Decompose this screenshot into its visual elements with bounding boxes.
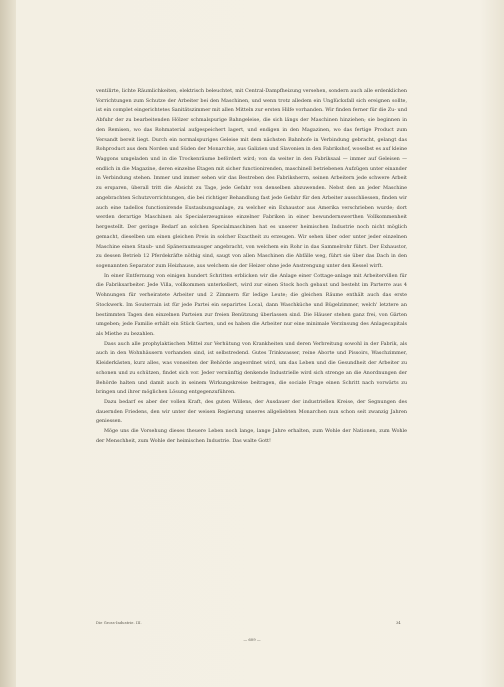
paragraph: Möge uns die Vorsehung dieses theuere Leben noch lange, lange Jahre erhalten, zum Wohle der Nationen, zum Wohle der Menschheit, zum Wohle der heimischen Industrie. Das walte Gott! [96,428,407,444]
footer-signature: Die Gross-Industrie. III. [96,621,142,625]
paragraph: ventilirte, lichte Räumlichkeiten, elektrisch beleuchtet, mit Central-Dampfheizung versehen, sondern auch alle erdenklichen Vorrichtungen zum Schutze der Arbeiter bei den Maschinen, und wenn trotz alledem ein Unglücksfall sich ereignen sollte, ist ein complet eingerichtetes Sanitätszimmer mit allen Mitteln zur ersten Hilfe vorhanden. Wir finden ferner für die Zu- und Abfuhr der zu bearbeitenden Hölzer schmalspurige Bahngeleise, die sich längs der Maschinen hinziehen; sie beginnen in den Remisen, wo das Rohmaterial aufgespeichert lagert, und endigen in den Magazinen, wo das fertige Product zum Versandt bereit liegt. Durch ein normalspuriges Geleise mit dem nächsten Bahnhofe in Verbindung gebracht, gelangt das Rohproduct aus dem Norden und Süden der Monarchie, aus Galizien und Slavonien in den Fabrikshof, woselbst es auf kleine Waggons umgeladen und in die Trockenräume befördert wird; von da weiter in den Fabriksaal — immer auf Geleisen — endlich in die Magazine, deren einzelne Etagen mit sicher functionirenden, maschinell betriebenen Aufzügen unter einander in Verbindung stehen. Immer und immer sehen wir das Bestreben des Fabriksherrn, seinen Arbeitern jede schwere Arbeit zu ersparen, überall tritt die Absicht zu Tage, jede Gefahr von denselben abzuwenden. Nebst den an jeder Maschine angebrachten Schutzvorrichtungen, die bei richtiger Behandlung fast jede Gefahr für den Arbeiter ausschliessen, finden wir auch eine tadellos functionirende Exstaubungsanlage, zu welcher ein Exhaustor aus Amerika verschrieben wurde; dort werden derartige Maschinen als Specialerzeugnisse einzelner Fabriken in einer bewundernswerthen Vollkommenheit hergestellt. Der geringe Bedarf an solchen Specialmaschinen hat es unserer heimischen Industrie noch nicht möglich gemacht, dieselben um einen gleichen Preis in solcher Exactheit zu erzeugen. Wir sehen über oder unter jeder einzelnen Maschine einen Staub- und Späneraumsauger angebracht, von welchem ein Rohr in das Sammelrohr führt. Der Exhaustor, zu dessen Betrieb 12 Pferdekräfte nöthig sind, saugt von allen Maschinen die Abfälle weg, führt sie über das Dach in den sogenannten Separator zum Heizhause, aus welchem sie der Heizer ohne jede Anstrengung unter den Kessel wirft. [96,88,407,269]
page-binding-edge [0,0,16,687]
page-number: — 609 — [243,637,261,642]
paragraph: Dazu bedarf es aber der vollen Kraft, des guten Willens, der Ausdauer der industriellen Kreise, der Segnungen des dauernden Friedens, den wir unter der weisen Regierung unseres allgeliebten Monarchen nun schon seit zwanzig Jahren geniessen. [96,399,407,425]
paragraph: Dass auch alle prophylaktischen Mittel zur Verhütung von Krankheiten und deren Verbreitung sowohl in der Fabrik, als auch in den Wohnhäusern vorhanden sind, ist selbstredend. Gutes Trinkwasser, reine Aborte und Pissoirs, Waschzimmer, Kleiderkästen, kurz alles, was vonseiten der Behörde angeordnet wird, um das Leben und die Gesundheit der Arbeiter zu schonen und zu schützen, findet sich vor. Jeder vernünftig denkende Industrielle wird sich strenge an die Anordnungen der Behörde halten und damit auch in seinem Wirkungskreise beitragen, die sociale Frage einen Schritt nach vorwärts zu bringen und ihrer möglichen Lösung entgegenzuführen. [96,340,407,396]
paragraph: In einer Entfernung von einigen hundert Schritten erblicken wir die Anlage einer Cottage-anlage mit Arbeitervillen für die Fabriksarbeiter. Jede Villa, vollkommen unterkellert, wird zur einen Stock hoch gebaut und besteht im Parterre aus 4 Wohnungen für verheiratete Arbeiter und 2 Zimmern für ledige Leute; die gleichen Räume enthält auch das erste Stockwerk. Im Souterrain ist für jede Partei ein separirtes Local, dann Waschküche und Bügelzimmer, welch' letztere an bestimmten Tagen den einzelnen Parteien zur freien Benützung überlassen sind. Die Häuser stehen ganz frei, von Gärten umgeben; jede Familie erhält ein Stück Garten, und es haben die Arbeiter nur eine minimale Verzinsung des Anlagecapitals als Miethe zu bezahlen. [96,272,407,337]
body-text [96,87,407,447]
footer-sheet-number: 34 [396,621,401,625]
